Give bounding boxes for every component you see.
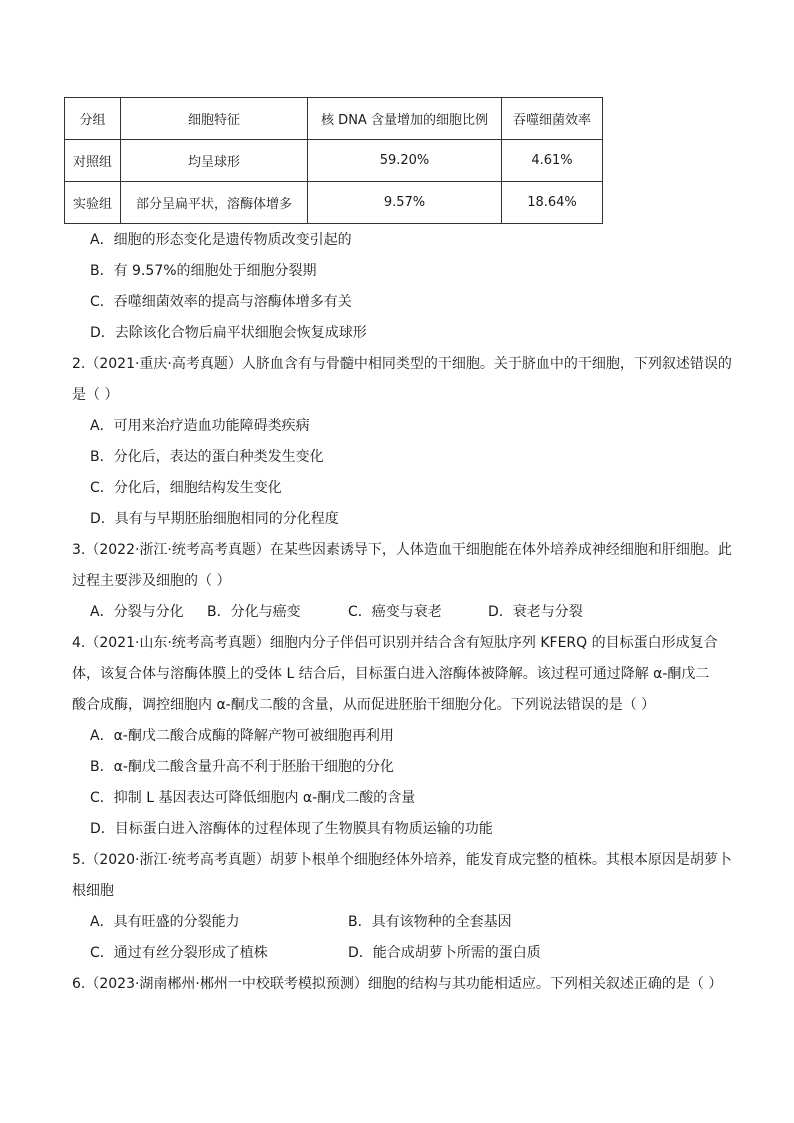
q3-stem-line2: 过程主要涉及细胞的（ ） bbox=[72, 573, 231, 589]
q6-stem-line1: 6.（2023·湖南郴州·郴州一中校联考模拟预测）细胞的结构与其功能相适应。下列相关叙述正确的是（ ） bbox=[72, 976, 723, 992]
table-cell: 18.64% bbox=[502, 182, 603, 224]
q4-option-d: D．目标蛋白进入溶酶体的过程体现了生物膜具有物质运输的功能 bbox=[90, 821, 493, 837]
header-cell: 核 DNA 含量增加的细胞比例 bbox=[308, 98, 502, 140]
table-cell: 9.57% bbox=[308, 182, 502, 224]
q1-option-d: D．去除该化合物后扁平状细胞会恢复成球形 bbox=[90, 325, 367, 341]
q5-option-d: D．能合成胡萝卜所需的蛋白质 bbox=[348, 945, 541, 961]
q4-stem-line1: 4.（2021·山东·统考高考真题）细胞内分子伴侣可识别并结合含有短肽序列 KFERQ 的目标蛋白形成复合 bbox=[72, 635, 718, 651]
q1-option-c: C．吞噬细菌效率的提高与溶酶体增多有关 bbox=[90, 294, 352, 310]
q2-stem-line1: 2.（2021·重庆·高考真题）人脐血含有与骨髓中相同类型的干细胞。关于脐血中的干细胞，下列叙述错误的 bbox=[72, 356, 732, 372]
q3-stem-line1: 3.（2022·浙江·统考高考真题）在某些因素诱导下，人体造血干细胞能在体外培养成神经细胞和肝细胞。此 bbox=[72, 542, 732, 558]
q5-option-c: C．通过有丝分裂形成了植株 bbox=[90, 945, 268, 961]
q4-option-c: C．抑制 L 基因表达可降低细胞内 α-酮戊二酸的含量 bbox=[90, 790, 416, 806]
table-cell: 对照组 bbox=[65, 140, 121, 182]
q1-option-b: B．有 9.57%的细胞处于细胞分裂期 bbox=[90, 263, 317, 279]
q3-option-c: C．癌变与衰老 bbox=[348, 604, 442, 620]
q1-option-a: A．细胞的形态变化是遗传物质改变引起的 bbox=[90, 232, 352, 248]
header-cell: 分组 bbox=[65, 98, 121, 140]
table-header-row bbox=[65, 98, 603, 140]
q5-stem-line2: 根细胞 bbox=[72, 883, 114, 899]
q4-option-b: B．α-酮戊二酸含量升高不利于胚胎干细胞的分化 bbox=[90, 759, 394, 775]
q2-option-c: C．分化后，细胞结构发生变化 bbox=[90, 480, 282, 496]
q5-stem-line1: 5.（2020·浙江·统考高考真题）胡萝卜根单个细胞经体外培养，能发育成完整的植株。其根本原因是胡萝卜 bbox=[72, 852, 732, 868]
q5-option-a: A．具有旺盛的分裂能力 bbox=[90, 914, 240, 930]
header-cell: 吞噬细菌效率 bbox=[502, 98, 603, 140]
q2-option-b: B．分化后，表达的蛋白种类发生变化 bbox=[90, 449, 324, 465]
q3-option-a: A．分裂与分化 bbox=[90, 604, 184, 620]
q4-stem-line2: 体，该复合体与溶酶体膜上的受体 L 结合后，目标蛋白进入溶酶体被降解。该过程可通过降解 α-酮戊二 bbox=[72, 666, 710, 682]
table-row bbox=[65, 140, 603, 182]
table-cell: 实验组 bbox=[65, 182, 121, 224]
q2-stem-line2: 是（ ） bbox=[72, 387, 119, 403]
table-row bbox=[65, 182, 603, 224]
table-cell: 部分呈扁平状，溶酶体增多 bbox=[121, 182, 308, 224]
q5-option-b: B．具有该物种的全套基因 bbox=[348, 914, 512, 930]
header-cell: 细胞特征 bbox=[121, 98, 308, 140]
q2-option-d: D．具有与早期胚胎细胞相同的分化程度 bbox=[90, 511, 339, 527]
table-cell: 59.20% bbox=[308, 140, 502, 182]
table-cell: 均呈球形 bbox=[121, 140, 308, 182]
q3-option-d: D．衰老与分裂 bbox=[488, 604, 583, 620]
q3-option-b: B．分化与癌变 bbox=[207, 604, 301, 620]
q2-option-a: A．可用来治疗造血功能障碍类疾病 bbox=[90, 418, 310, 434]
table-cell: 4.61% bbox=[502, 140, 603, 182]
q4-option-a: A．α-酮戊二酸合成酶的降解产物可被细胞再利用 bbox=[90, 728, 394, 744]
q4-stem-line3: 酸合成酶，调控细胞内 α-酮戊二酸的含量，从而促进胚胎干细胞分化。下列说法错误的是（ ） bbox=[72, 697, 656, 713]
data-table bbox=[64, 97, 603, 224]
